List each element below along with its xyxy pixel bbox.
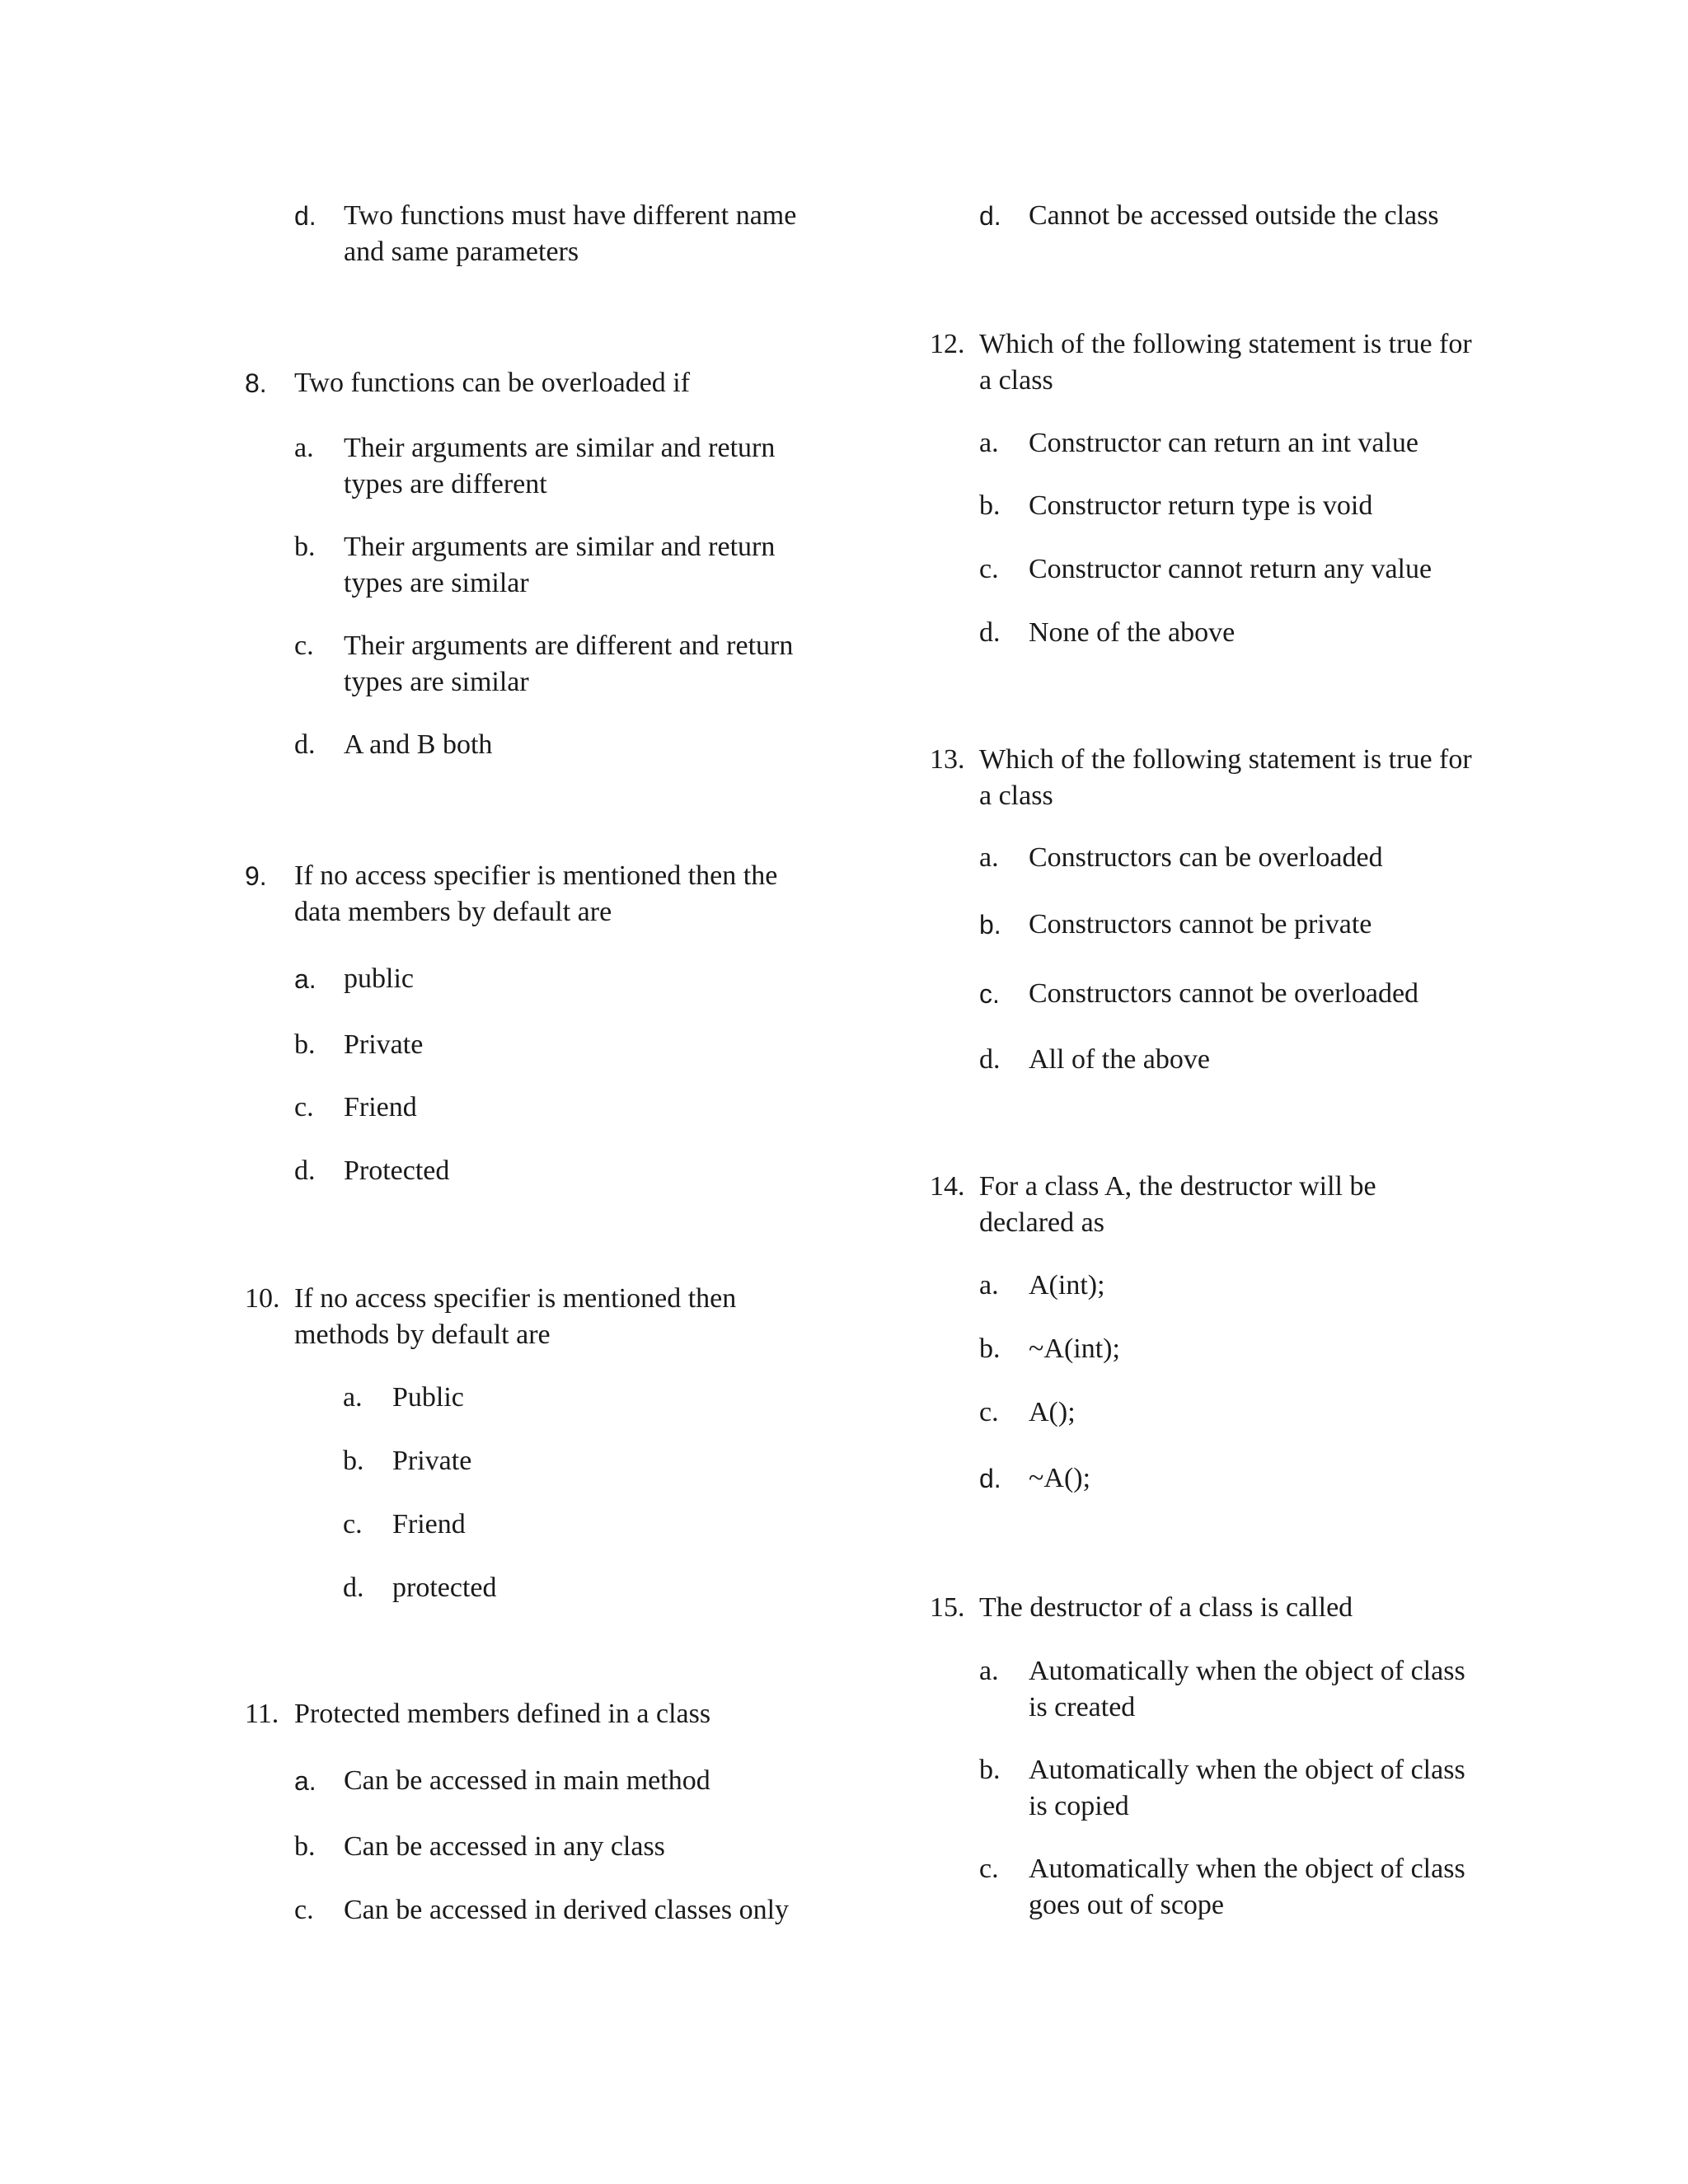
option-text: Constructors cannot be private — [1029, 909, 1372, 940]
option-text: Constructor return type is void — [1029, 490, 1373, 521]
option-text: Constructors can be overloaded — [1029, 842, 1383, 873]
option-letter: b. — [979, 490, 1001, 521]
question-text: If no access specifier is mentioned then methods by default are — [294, 1283, 737, 1350]
option-text: Public — [392, 1382, 464, 1413]
option-text: Can be accessed in derived classes only — [344, 1895, 790, 1925]
option-letter: b. — [294, 1029, 316, 1060]
option-text: Their arguments are similar and return types are different — [344, 433, 776, 499]
question-number: 14. — [930, 1171, 965, 1202]
option-letter: b. — [979, 910, 1001, 940]
question-text: The destructor of a class is called — [979, 1592, 1353, 1623]
option-letter: d. — [294, 1155, 316, 1186]
option-text: Protected — [344, 1155, 450, 1186]
option-letter: d. — [979, 1044, 1001, 1075]
option-letter: a. — [979, 1656, 999, 1686]
option-text: A and B both — [344, 729, 493, 760]
option-letter: a. — [979, 1270, 999, 1301]
option-letter: d. — [343, 1572, 364, 1603]
option-letter: d. — [294, 201, 316, 231]
option-text: ~A(); — [1029, 1463, 1091, 1493]
option-letter: d. — [979, 201, 1001, 231]
option-text: Automatically when the object of class goes out of scope — [1029, 1854, 1465, 1920]
question-text: Which of the following statement is true for a class — [979, 744, 1472, 811]
option-letter: b. — [979, 1755, 1001, 1785]
option-text: Two functions must have different name and same parameters — [344, 200, 797, 267]
option-text: A(int); — [1029, 1270, 1105, 1301]
option-letter: c. — [979, 554, 999, 584]
option-text: public — [344, 963, 414, 994]
option-letter: c. — [294, 1092, 314, 1122]
option-letter: d. — [294, 729, 316, 760]
option-text: Can be accessed in any class — [344, 1831, 665, 1862]
option-letter: c. — [979, 1854, 999, 1884]
option-text: Their arguments are different and return types are similar — [344, 630, 794, 697]
option-letter: c. — [294, 630, 314, 661]
option-letter: b. — [979, 1333, 1001, 1364]
question-text: Which of the following statement is true for a class — [979, 329, 1472, 396]
question-number: 10. — [245, 1283, 280, 1314]
option-text: All of the above — [1029, 1044, 1210, 1075]
option-text: Their arguments are similar and return types are similar — [344, 532, 776, 598]
option-text: Cannot be accessed outside the class — [1029, 200, 1439, 231]
option-letter: b. — [294, 1831, 316, 1862]
option-text: ~A(int); — [1029, 1333, 1120, 1364]
option-text: A(); — [1029, 1397, 1076, 1427]
question-number: 11. — [245, 1699, 279, 1729]
question-text: Two functions can be overloaded if — [294, 368, 691, 398]
option-text: protected — [392, 1572, 497, 1603]
option-text: Constructors cannot be overloaded — [1029, 978, 1419, 1009]
option-text: Friend — [344, 1092, 417, 1122]
option-letter: a. — [294, 433, 314, 463]
question-text: If no access specifier is mentioned then the data members by default are — [294, 860, 778, 927]
option-letter: c. — [979, 979, 1000, 1009]
option-letter: a. — [979, 428, 999, 458]
option-letter: c. — [343, 1509, 363, 1540]
option-text: Automatically when the object of class is copied — [1029, 1755, 1465, 1821]
question-number: 8. — [245, 368, 267, 398]
option-letter: c. — [294, 1895, 314, 1925]
question-text: For a class A, the destructor will be declared as — [979, 1171, 1376, 1238]
option-letter: b. — [343, 1446, 364, 1476]
option-text: Constructor cannot return any value — [1029, 554, 1432, 584]
option-letter: d. — [979, 1464, 1001, 1493]
question-number: 12. — [930, 329, 965, 359]
option-text: Friend — [392, 1509, 466, 1540]
option-letter: a. — [294, 1766, 316, 1796]
option-letter: b. — [294, 532, 316, 562]
option-letter: a. — [343, 1382, 363, 1413]
option-text: Private — [392, 1446, 472, 1476]
option-letter: a. — [979, 842, 999, 873]
option-letter: d. — [979, 617, 1001, 648]
option-text: Automatically when the object of class is created — [1029, 1656, 1465, 1722]
option-text: None of the above — [1029, 617, 1236, 648]
option-letter: c. — [979, 1397, 999, 1427]
option-text: Constructor can return an int value — [1029, 428, 1419, 458]
question-text: Protected members defined in a class — [294, 1699, 711, 1729]
option-text: Can be accessed in main method — [344, 1765, 710, 1796]
question-number: 13. — [930, 744, 965, 775]
question-number: 9. — [245, 861, 267, 891]
option-letter: a. — [294, 964, 316, 994]
question-number: 15. — [930, 1592, 965, 1623]
option-text: Private — [344, 1029, 424, 1060]
